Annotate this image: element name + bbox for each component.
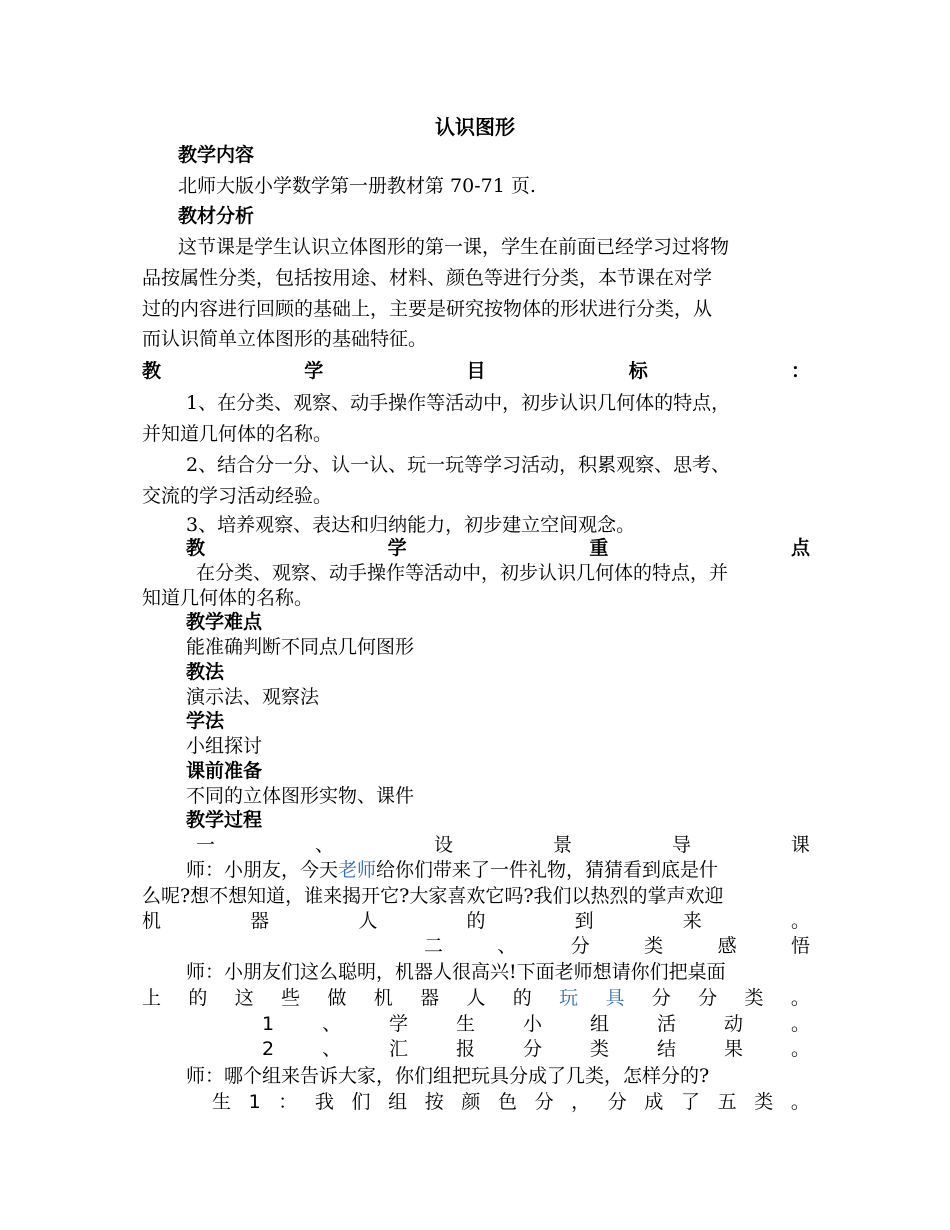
text-char: 汇 — [389, 1038, 409, 1060]
section-heading-objectives — [142, 359, 810, 384]
text-char: 。 — [790, 1013, 810, 1035]
step-char: 一 — [196, 834, 216, 856]
activity-2 — [262, 1037, 810, 1062]
heading-char: 学 — [304, 360, 324, 382]
text-char: 。 — [790, 910, 810, 932]
text-char: 到 — [574, 910, 594, 932]
step-char: 二 — [424, 935, 444, 957]
text-char: 我 — [314, 1091, 334, 1113]
heading-char: ： — [790, 360, 810, 382]
step-2-heading — [424, 934, 810, 959]
method-text: 演示法、观察法 — [186, 686, 320, 708]
keypoints-text: 在分类、观察、动手操作等活动中，初步认识几何体的特点，并 — [196, 562, 729, 584]
heading-char: 点 — [790, 537, 810, 559]
step-char: 分 — [570, 935, 590, 957]
text-char: 机 — [142, 910, 162, 932]
text-char: 颜 — [461, 1091, 481, 1113]
toy-link[interactable]: 玩 — [559, 987, 579, 1009]
text-char: 小 — [523, 1013, 543, 1035]
content-text: 北师大版小学数学第一册教材第 70-71 页. — [178, 175, 536, 197]
text-char: 、 — [322, 1038, 342, 1060]
teacher-line-1 — [186, 858, 854, 883]
text-char: 组 — [388, 1091, 408, 1113]
teacher-link[interactable]: 老师 — [338, 859, 377, 881]
text-char: 分 — [534, 1091, 554, 1113]
text-char: 这 — [234, 987, 254, 1009]
section-heading-difficulty: 教学难点 — [186, 611, 263, 633]
text-char: 活 — [656, 1013, 676, 1035]
text-segment: 师：小朋友，今天 — [186, 859, 339, 881]
text-char: 分 — [651, 987, 671, 1009]
section-heading-study: 学法 — [186, 710, 225, 732]
text-char: 2 — [262, 1038, 275, 1060]
step-char: 导 — [671, 834, 691, 856]
section-heading-keypoints — [186, 536, 810, 561]
text-char: ， — [571, 1091, 591, 1113]
text-char: 报 — [456, 1038, 476, 1060]
step-char: 、 — [314, 834, 334, 856]
objective-2: 2、结合分一分、认一认、玩一玩等学习活动，积累观察、思考、 — [186, 454, 731, 476]
text-char: 学 — [389, 1013, 409, 1035]
difficulty-text: 能准确判断不同点几何图形 — [186, 636, 415, 658]
text-char: 。 — [790, 987, 810, 1009]
text-char: 色 — [497, 1091, 517, 1113]
analysis-line: 品按属性分类，包括按用途、材料、颜色等进行分类，本节课在对学 — [142, 267, 713, 289]
text-char: 的 — [466, 910, 486, 932]
analysis-line: 这节课是学生认识立体图形的第一课，学生在前面已经学习过将物 — [178, 236, 730, 258]
analysis-line: 过的内容进行回顾的基础上，主要是研究按物体的形状进行分类，从 — [142, 298, 713, 320]
text-char: 机 — [373, 987, 393, 1009]
text-char: 结 — [656, 1038, 676, 1060]
text-char: 做 — [327, 987, 347, 1009]
text-char: 上 — [142, 987, 162, 1009]
step-char: 悟 — [790, 935, 810, 957]
keypoints-text-cont: 知道几何体的名称。 — [142, 587, 314, 609]
step-char: 、 — [497, 935, 517, 957]
step-char: 感 — [717, 935, 737, 957]
heading-char: 目 — [466, 360, 486, 382]
toy-link[interactable]: 具 — [605, 987, 625, 1009]
objective-3: 3、培养观察、表达和归纳能力，初步建立空间观念。 — [186, 514, 636, 536]
text-char: 器 — [420, 987, 440, 1009]
text-char: 。 — [790, 1038, 810, 1060]
text-char: 按 — [424, 1091, 444, 1113]
text-char: 的 — [188, 987, 208, 1009]
activity-1 — [262, 1012, 810, 1037]
analysis-line: 而认识简单立体图形的基础特征。 — [142, 328, 428, 350]
text-char: 器 — [250, 910, 270, 932]
step-char: 类 — [644, 935, 664, 957]
preparation-text: 不同的立体图形实物、课件 — [186, 785, 415, 807]
heading-char: 教 — [142, 360, 162, 382]
teacher-line-1-cont: 么呢?想不想知道，谁来揭开它?大家喜欢它吗?我们以热烈的掌声欢迎 — [142, 885, 724, 907]
teacher-line-2-cont — [142, 986, 810, 1011]
text-char: 类 — [754, 1091, 774, 1113]
text-char: 五 — [717, 1091, 737, 1113]
text-segment: 给你们带来了一件礼物，猜猜看到底是什 — [376, 859, 719, 881]
teacher-question: 师：哪个组来告诉大家，你们组把玩具分成了几类，怎样分的? — [186, 1065, 710, 1087]
step-1-heading — [196, 833, 810, 858]
text-char: ： — [278, 1091, 298, 1113]
text-char: 1 — [248, 1091, 261, 1113]
step-char: 设 — [433, 834, 453, 856]
heading-char: 标 — [628, 360, 648, 382]
text-char: 些 — [281, 987, 301, 1009]
text-char: 动 — [723, 1013, 743, 1035]
text-char: 组 — [590, 1013, 610, 1035]
step-char: 课 — [790, 834, 810, 856]
teacher-line-2: 师：小朋友们这么聪明，机器人很高兴!下面老师想请你们把桌面 — [186, 961, 726, 983]
step-char: 景 — [552, 834, 572, 856]
heading-char: 教 — [186, 537, 206, 559]
teacher-line-1-end — [142, 909, 810, 934]
section-heading-process: 教学过程 — [186, 809, 263, 831]
text-char: 分 — [607, 1091, 627, 1113]
section-heading-preparation: 课前准备 — [186, 760, 263, 782]
text-char: 人 — [358, 910, 378, 932]
objective-1-cont: 并知道几何体的名称。 — [142, 423, 333, 445]
text-char: 来 — [682, 910, 702, 932]
heading-char: 学 — [387, 537, 407, 559]
heading-char: 重 — [589, 537, 609, 559]
text-char: 类 — [590, 1038, 610, 1060]
text-char: 。 — [790, 1091, 810, 1113]
text-char: 们 — [351, 1091, 371, 1113]
text-char: 生 — [212, 1091, 232, 1113]
document-title: 认识图形 — [435, 115, 515, 139]
section-heading-content: 教学内容 — [178, 144, 255, 166]
text-char: 、 — [322, 1013, 342, 1035]
text-char: 类 — [744, 987, 764, 1009]
section-heading-analysis: 教材分析 — [178, 205, 255, 227]
text-char: 成 — [644, 1091, 664, 1113]
student-answer — [212, 1090, 810, 1115]
section-heading-method: 教法 — [186, 661, 225, 683]
text-char: 人 — [466, 987, 486, 1009]
text-char: 分 — [698, 987, 718, 1009]
text-char: 的 — [512, 987, 532, 1009]
text-char: 果 — [723, 1038, 743, 1060]
objective-1: 1、在分类、观察、动手操作等活动中，初步认识几何体的特点， — [186, 392, 731, 414]
text-char: 了 — [681, 1091, 701, 1113]
text-char: 分 — [523, 1038, 543, 1060]
text-char: 生 — [456, 1013, 476, 1035]
objective-2-cont: 交流的学习活动经验。 — [142, 485, 333, 507]
text-char: 1 — [262, 1013, 275, 1035]
study-text: 小组探讨 — [186, 735, 263, 757]
